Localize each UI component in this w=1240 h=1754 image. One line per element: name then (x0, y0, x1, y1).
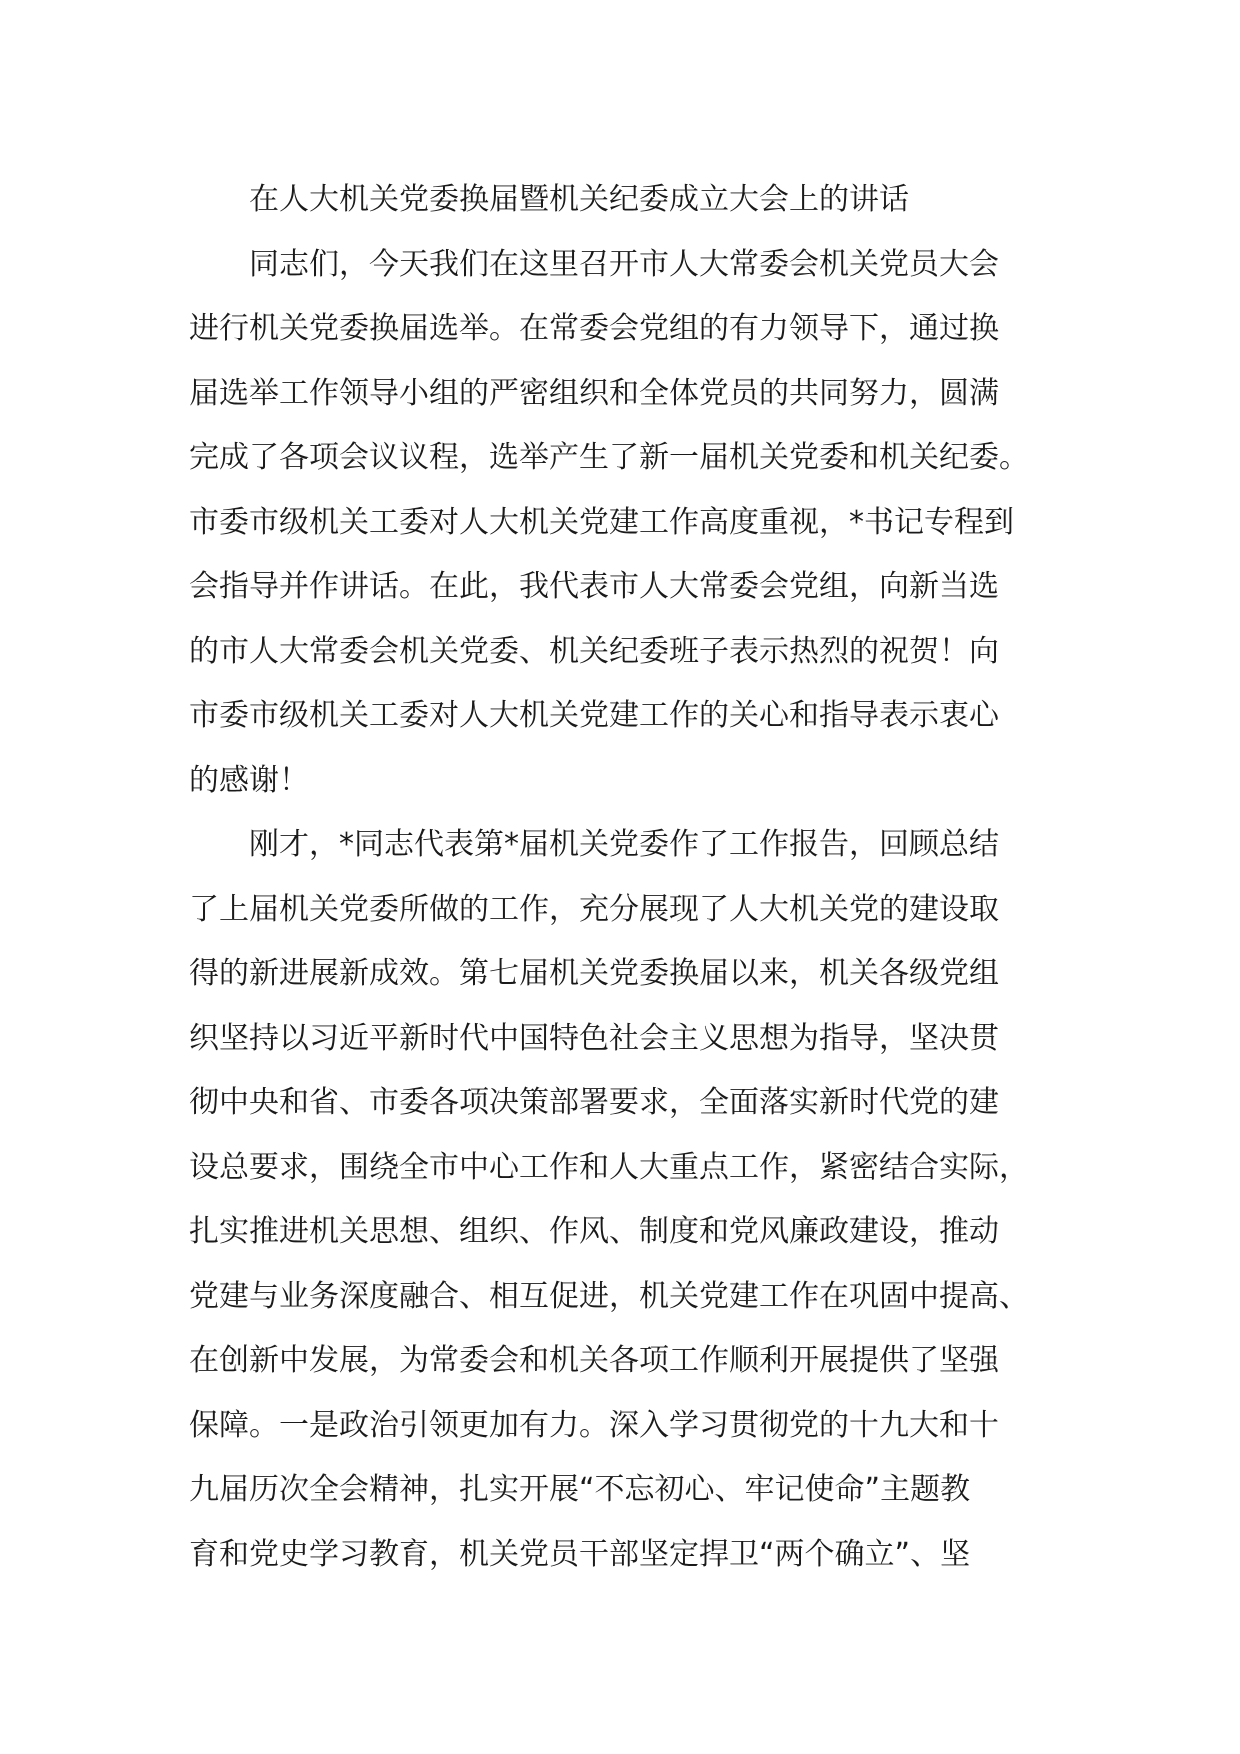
text-line: 得的新进展新成效。第七届机关党委换届以来，机关各级党组 (189, 956, 999, 991)
text-line: 刚才，*同志代表第*届机关党委作了工作报告，回顾总结 (249, 827, 999, 862)
text-line: 设总要求，围绕全市中心工作和人大重点工作，紧密结合实际， (189, 1149, 1029, 1185)
document-body (189, 168, 1069, 1587)
text-line: 九届历次全会精神，扎实开展“不忘初心、牢记使命”主题教 (189, 1472, 971, 1507)
text-line: 保障。一是政治引领更加有力。深入学习贯彻党的十九大和十 (189, 1407, 999, 1443)
text-line: 市委市级机关工委对人大机关党建工作的关心和指导表示衷心 (189, 698, 999, 733)
text-line: 织坚持以习近平新时代中国特色社会主义思想为指导，坚决贯 (189, 1020, 999, 1056)
text-line: 扎实推进机关思想、组织、作风、制度和党风廉政建设，推动 (189, 1214, 999, 1249)
paragraph-1 (189, 233, 1069, 814)
document-title: 在人大机关党委换届暨机关纪委成立大会上的讲话 (249, 182, 909, 217)
text-line: 进行机关党委换届选举。在常委会党组的有力领导下，通过换 (189, 311, 999, 346)
text-line: 彻中央和省、市委各项决策部署要求，全面落实新时代党的建 (189, 1085, 999, 1120)
text-line: 的市人大常委会机关党委、机关纪委班子表示热烈的祝贺！向 (189, 633, 999, 669)
text-line: 党建与业务深度融合、相互促进，机关党建工作在巩固中提高、 (189, 1278, 1029, 1314)
text-line: 市委市级机关工委对人大机关党建工作高度重视，*书记专程到 (189, 504, 1014, 540)
text-line: 同志们，今天我们在这里召开市人大常委会机关党员大会 (249, 246, 999, 282)
text-line: 届选举工作领导小组的严密组织和全体党员的共同努力，圆满 (189, 375, 999, 411)
text-line: 了上届机关党委所做的工作，充分展现了人大机关党的建设取 (189, 891, 999, 927)
text-line: 在创新中发展，为常委会和机关各项工作顺利开展提供了坚强 (189, 1343, 999, 1378)
text-line: 的感谢！ (189, 762, 309, 798)
text-line: 育和党史学习教育，机关党员干部坚定捍卫“两个确立”、坚 (189, 1536, 971, 1572)
paragraph-2 (189, 813, 1069, 1587)
text-line: 会指导并作讲话。在此，我代表市人大常委会党组，向新当选 (189, 569, 999, 604)
text-line: 完成了各项会议议程，选举产生了新一届机关党委和机关纪委。 (189, 440, 1029, 475)
